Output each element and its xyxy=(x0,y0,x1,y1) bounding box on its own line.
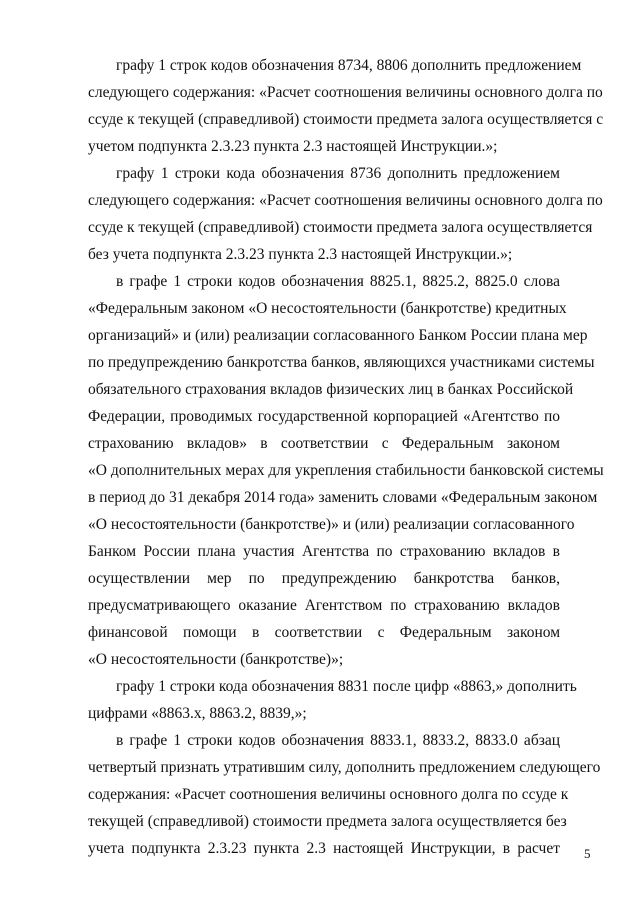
paragraph-line: «О дополнительных мерах для укрепления стабильности банковской системы xyxy=(88,462,604,479)
paragraph-line: страхованию вкладов» в соответствии с Федеральным законом xyxy=(88,435,560,452)
paragraph-line: по предупреждению банкротства банков, являющихся участниками системы xyxy=(88,354,595,371)
paragraph-line: в графе 1 строки кодов обозначения 8833.1, 8833.2, 8833.0 абзац xyxy=(116,732,560,749)
paragraph-line: в графе 1 строки кодов обозначения 8825.1, 8825.2, 8825.0 слова xyxy=(116,273,560,290)
paragraph-line: цифрами «8863.х, 8863.2, 8839,»; xyxy=(88,705,307,722)
paragraph-line: «О несостоятельности (банкротстве)»; xyxy=(88,651,344,668)
paragraph-line: без учета подпункта 2.3.23 пункта 2.3 настоящей Инструкции.»; xyxy=(88,246,513,263)
paragraph-line: учетом подпункта 2.3.23 пункта 2.3 настоящей Инструкции.»; xyxy=(88,138,498,155)
paragraph-line: организаций» и (или) реализации согласованного Банком России плана мер xyxy=(88,327,588,344)
paragraph-line: содержания: «Расчет соотношения величины основного долга по ссуде к xyxy=(88,786,569,803)
paragraph-line: ссуде к текущей (справедливой) стоимости предмета залога осуществляется с xyxy=(88,111,604,128)
paragraph-line: ссуде к текущей (справедливой) стоимости предмета залога осуществляется xyxy=(88,219,593,236)
paragraph-line: предусматривающего оказание Агентством по страхованию вкладов xyxy=(88,597,560,614)
paragraph-line: следующего содержания: «Расчет соотношения величины основного долга по xyxy=(88,192,603,209)
paragraph-line: следующего содержания: «Расчет соотношения величины основного долга по xyxy=(88,84,603,101)
paragraph-line: графу 1 строки кода обозначения 8736 дополнить предложением xyxy=(116,165,560,182)
paragraph-line: текущей (справедливой) стоимости предмета залога осуществляется без xyxy=(88,813,567,830)
paragraph-line: учета подпункта 2.3.23 пункта 2.3 настоящей Инструкции, в расчет xyxy=(88,840,560,857)
paragraph-line: финансовой помощи в соответствии с Федеральным законом xyxy=(88,624,560,641)
paragraph-line: четвертый признать утратившим силу, дополнить предложением следующего xyxy=(88,759,601,776)
page-number: 5 xyxy=(584,846,591,861)
paragraph-line: Банком России плана участия Агентства по страхованию вкладов в xyxy=(88,543,560,560)
paragraph-line: в период до 31 декабря 2014 года» заменить словами «Федеральным законом xyxy=(88,489,598,506)
paragraph-line: графу 1 строк кодов обозначения 8734, 8806 дополнить предложением xyxy=(116,57,582,74)
paragraph-line: «О несостоятельности (банкротстве)» и (или) реализации согласованного xyxy=(88,516,575,533)
paragraph-line: осуществлении мер по предупреждению банкротства банков, xyxy=(88,570,560,587)
paragraph-line: «Федеральным законом «О несостоятельности (банкротстве) кредитных xyxy=(88,300,567,317)
paragraph-line: графу 1 строки кода обозначения 8831 после цифр «8863,» дополнить xyxy=(116,678,577,695)
paragraph-line: Федерации, проводимых государственной корпорацией «Агентство по xyxy=(88,408,560,425)
paragraph-line: обязательного страхования вкладов физических лиц в банках Российской xyxy=(88,381,574,398)
